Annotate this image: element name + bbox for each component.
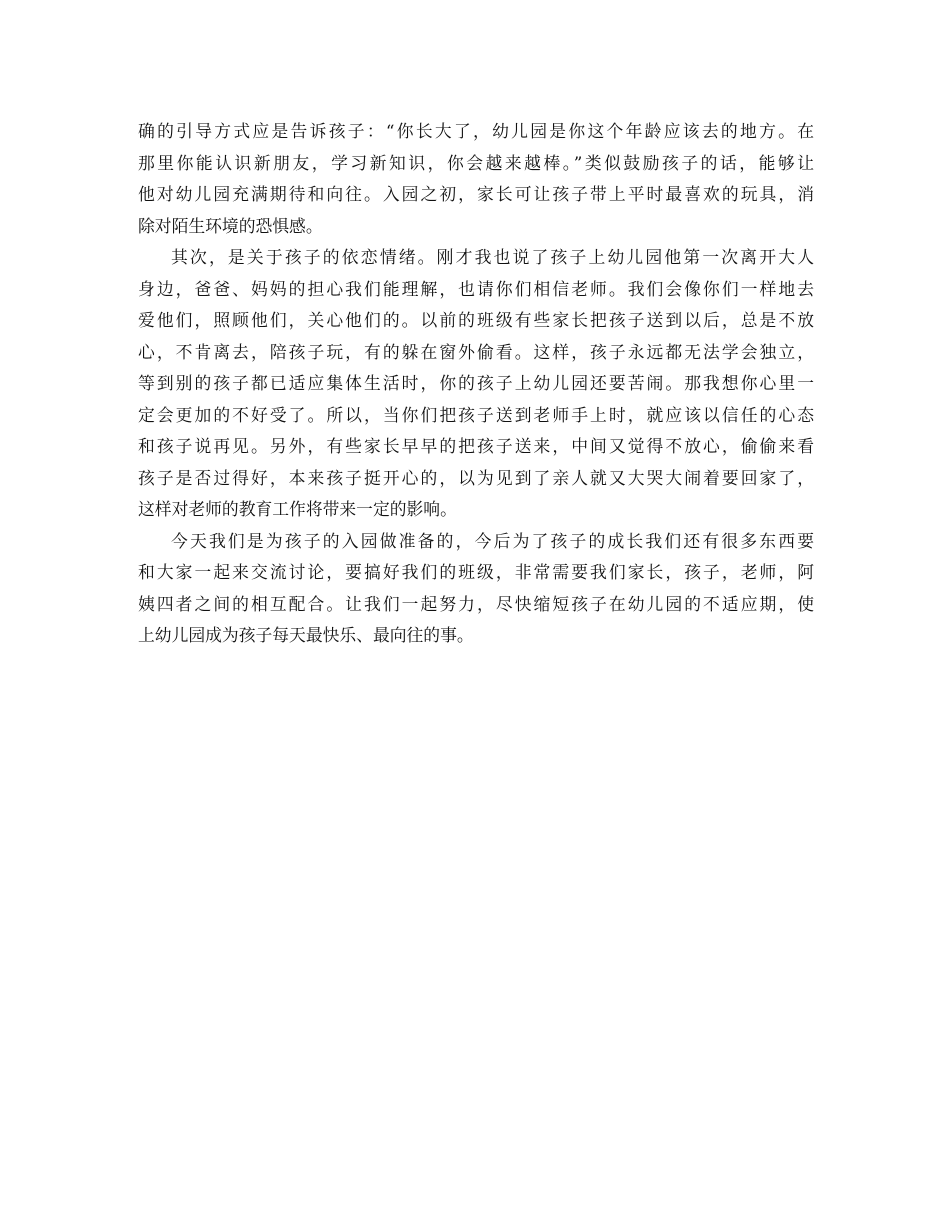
paragraph-line: 今天我们是为孩子的入园做准备的，今后为了孩子的成长我们还有很多东西要 [171, 530, 814, 551]
paragraph-line: 那里你能认识新朋友，学习新知识，你会越来越棒。”类似鼓励孩子的话，能够让 [138, 152, 814, 173]
paragraph-line: 等到别的孩子都已适应集体生活时，你的孩子上幼儿园还要苦闹。那我想你心里一 [138, 373, 814, 393]
paragraph-line: 确的引导方式应是告诉孩子：“你长大了，幼儿园是你这个年龄应该去的地方。在 [138, 121, 814, 141]
paragraph-line: 定会更加的不好受了。所以，当你们把孩子送到老师手上时，就应该以信任的心态 [138, 404, 814, 425]
paragraph-line: 其次，是关于孩子的依恋情绪。刚才我也说了孩子上幼儿园他第一次离开大人 [171, 247, 814, 267]
paragraph-line: 和大家一起来交流讨论，要搞好我们的班级，非常需要我们家长，孩子，老师，阿 [138, 562, 814, 582]
paragraph-2 [138, 242, 814, 526]
paragraph-line: 爱他们，照顾他们，关心他们的。以前的班级有些家长把孩子送到以后，总是不放 [138, 310, 814, 330]
paragraph-line: 除对陌生环境的恐惧感。 [138, 215, 323, 236]
paragraph-line: 心，不肯离去，陪孩子玩，有的躲在窗外偷看。这样，孩子永远都无法学会独立， [138, 341, 814, 362]
paragraph-line: 上幼儿园成为孩子每天最快乐、最向往的事。 [138, 625, 474, 645]
paragraph-line: 他对幼儿园充满期待和向往。入园之初，家长可让孩子带上平时最喜欢的玩具，消 [138, 184, 814, 204]
document-body [138, 116, 814, 652]
paragraph-line: 姨四者之间的相互配合。让我们一起努力，尽快缩短孩子在幼儿园的不适应期，使 [138, 593, 814, 614]
paragraph-line: 身边，爸爸、妈妈的担心我们能理解，也请你们相信老师。我们会像你们一样地去 [138, 278, 814, 299]
paragraph-line: 和孩子说再见。另外，有些家长早早的把孩子送来，中间又觉得不放心，偷偷来看 [138, 436, 814, 456]
paragraph-line: 这样对老师的教育工作将带来一定的影响。 [138, 499, 457, 519]
paragraph-line: 孩子是否过得好，本来孩子挺开心的，以为见到了亲人就又大哭大闹着要回家了， [138, 467, 814, 488]
paragraph-3 [138, 526, 814, 652]
paragraph-1 [138, 116, 814, 242]
